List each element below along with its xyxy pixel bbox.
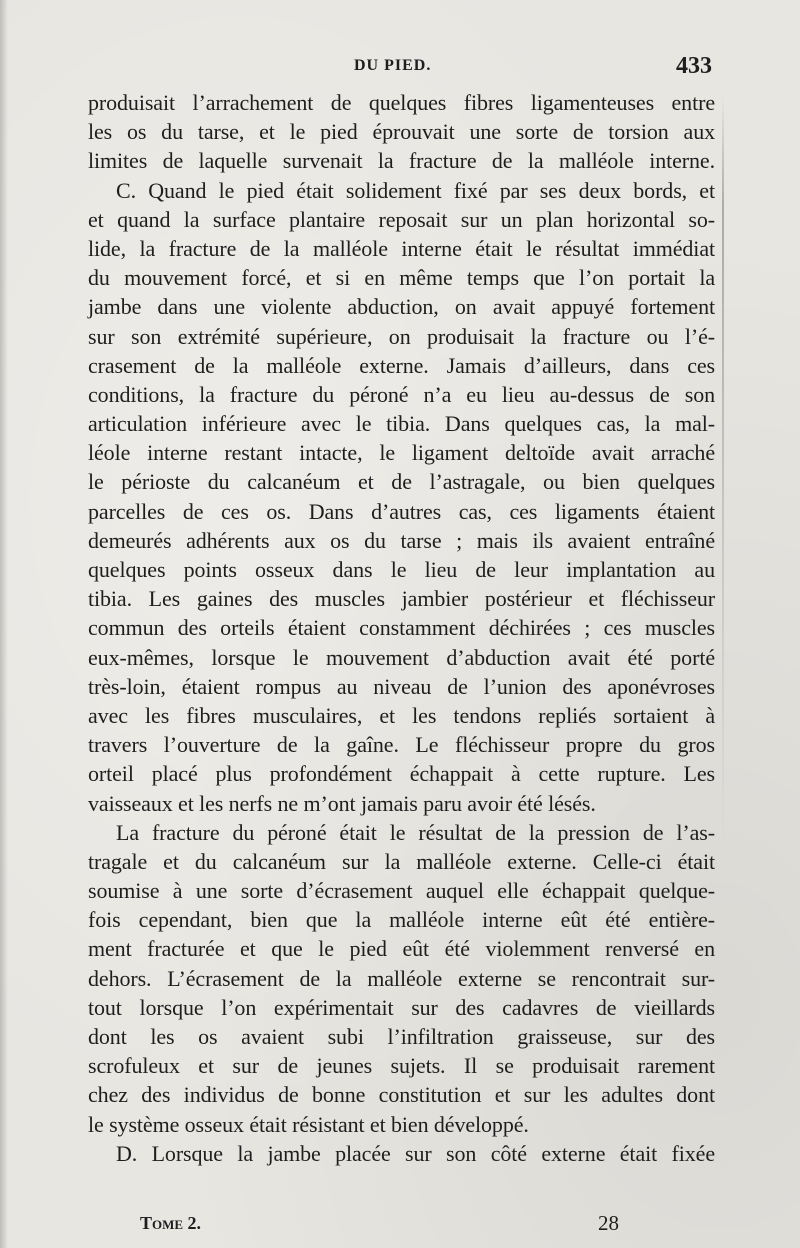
text-line: chez des individus de bonne constitution et sur les adultes dont xyxy=(88,1082,715,1108)
text-line: orteil placé plus profondément échappait à cette rupture. Les xyxy=(88,761,715,787)
text-line: eux-mêmes, lorsque le mouvement d’abduction avait été porté xyxy=(88,644,715,670)
text-line: dont les os avaient subi l’infiltration graisseuse, sur des xyxy=(88,1024,715,1049)
text-line: D. Lorsque la jambe placée sur son côté externe était fixée xyxy=(116,1140,715,1166)
text-line: jambe dans une violente abduction, on avait appuyé fortement xyxy=(88,294,715,320)
text-line: dehors. L’écrasement de la malléole externe se rencontrait sur- xyxy=(88,965,715,991)
text-line: travers l’ouverture de la gaîne. Le fléchisseur propre du gros xyxy=(88,732,715,758)
text-line: scrofuleux et sur de jeunes sujets. Il se produisait rarement xyxy=(88,1053,715,1079)
text-line: très-loin, étaient rompus au niveau de l’union des aponévroses xyxy=(88,673,715,699)
text-line: produisait l’arrachement de quelques fibres ligamenteuses entre xyxy=(88,90,715,115)
body-text xyxy=(88,88,715,1168)
text-line: soumise à une sorte d’écrasement auquel elle échappait quelque- xyxy=(88,878,715,904)
page-footer xyxy=(0,1213,800,1243)
text-line: le périoste du calcanéum et de l’astragale, ou bien quelques xyxy=(88,469,715,495)
text-line: tragale et du calcanéum sur la malléole externe. Celle-ci était xyxy=(88,848,715,874)
text-line: quelques points osseux dans le lieu de leur implantation au xyxy=(88,557,715,582)
text-line: limites de laquelle survenait la fracture de la malléole interne. xyxy=(88,148,715,174)
text-line: parcelles de ces os. Dans d’autres cas, ces ligaments étaient xyxy=(88,498,715,524)
margin-pencil-line xyxy=(722,95,724,855)
text-line: du mouvement forcé, et si en même temps que l’on portait la xyxy=(88,265,715,291)
text-line: avec les fibres musculaires, et les tendons repliés sortaient à xyxy=(88,702,715,728)
running-head xyxy=(0,53,800,85)
running-title: DU PIED. xyxy=(354,57,432,74)
signature-number: 28 xyxy=(598,1211,619,1235)
text-line: lide, la fracture de la malléole interne était le résultat immédiat xyxy=(88,235,715,261)
text-line: ment fracturée et que le pied eût été violemment renversé en xyxy=(88,936,715,962)
text-line: articulation inférieure avec le tibia. Dans quelques cas, la mal- xyxy=(88,411,715,437)
text-line: conditions, la fracture du péroné n’a eu lieu au-dessus de son xyxy=(88,381,715,407)
text-line: vaisseaux et les nerfs ne m’ont jamais paru avoir été lésés. xyxy=(88,790,596,816)
text-line: demeurés adhérents aux os du tarse ; mais ils avaient entraîné xyxy=(88,527,715,553)
text-line: léole interne restant intacte, le ligament deltoïde avait arraché xyxy=(88,440,715,466)
text-line: crasement de la malléole externe. Jamais d’ailleurs, dans ces xyxy=(88,352,715,378)
text-line: C. Quand le pied était solidement fixé par ses deux bords, et xyxy=(116,177,715,203)
text-line: et quand la surface plantaire reposait sur un plan horizontal so- xyxy=(88,206,715,232)
text-line: commun des orteils étaient constamment déchirées ; ces muscles xyxy=(88,615,715,641)
text-line: fois cependant, bien que la malléole interne eût été entière- xyxy=(88,907,715,933)
text-line: tibia. Les gaines des muscles jambier postérieur et fléchisseur xyxy=(88,586,715,612)
page-number: 433 xyxy=(676,53,712,79)
text-line: le système osseux était résistant et bien développé. xyxy=(88,1111,529,1137)
text-line: La fracture du péroné était le résultat de la pression de l’as- xyxy=(116,819,715,845)
page-gutter-shadow xyxy=(0,0,8,1248)
text-line: sur son extrémité supérieure, on produisait la fracture ou l’é- xyxy=(88,323,715,349)
text-line: tout lorsque l’on expérimentait sur des cadavres de vieillards xyxy=(88,994,715,1020)
text-line: les os du tarse, et le pied éprouvait une sorte de torsion aux xyxy=(88,119,715,145)
volume-mark: Tome 2. xyxy=(140,1213,202,1233)
